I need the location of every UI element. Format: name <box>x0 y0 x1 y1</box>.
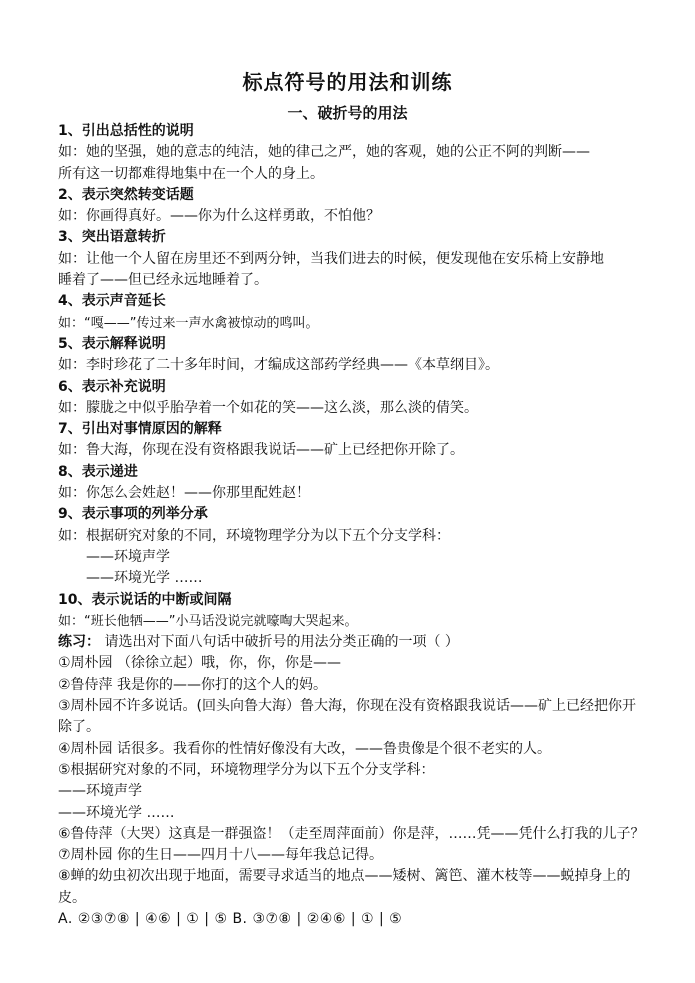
example-line: 如：李时珍花了二十多年时间，才编成这部药学经典——《本草纲目》。 <box>58 357 499 374</box>
section-heading: 9、表示事项的列举分承 <box>58 506 208 523</box>
list-item: ——环境光学 …… <box>86 570 203 587</box>
section-heading: 1、引出总括性的说明 <box>58 123 194 139</box>
exercise-item: ⑦周朴园 你的生日——四月十八——每年我总记得。 <box>58 847 383 864</box>
example-line: 如：鲁大海，你现在没有资格跟我说话——矿上已经把你开除了。 <box>58 442 464 459</box>
exercise-prompt: 请选出对下面八句话中破折号的用法分类正确的一项（ ） <box>104 634 459 651</box>
example-line: 如：“班长他牺——”小马话没说完就嚎啕大哭起来。 <box>58 613 358 629</box>
document-body <box>58 121 648 930</box>
exercise-item: ⑥鲁侍萍（大哭）这真是一群强盗！（走至周萍面前）你是萍，……凭——凭什么打我的儿子？ <box>58 825 645 842</box>
section-heading: 5、表示解释说明 <box>58 335 166 352</box>
exercise-label: 练习： <box>58 634 100 651</box>
exercise-item: ①周朴园 （徐徐立起）哦，你，你，你是—— <box>58 655 341 672</box>
section-heading: 6、表示补充说明 <box>58 378 166 395</box>
example-line: 睡着了——但已经永远地睡着了。 <box>58 272 268 289</box>
example-line: 所有这一切都难得地集中在一个人的身上。 <box>58 165 324 182</box>
example-line: 如：你画得真好。——你为什么这样勇敢，不怕他？ <box>58 208 380 225</box>
exercise-item: 除了。 <box>58 719 100 736</box>
answer-options: A. ②③⑦⑧ | ④⑥ | ① | ⑤ B. ③⑦⑧ | ②④⑥ | ① | ⑤ <box>58 910 403 927</box>
example-line: 如：“嘎——”传过来一声水禽被惊动的鸣叫。 <box>58 315 319 331</box>
exercise-item: ④周朴园 话很多。我看你的性情好像没有大改，——鲁贵像是个很不老实的人。 <box>58 740 551 757</box>
document-title: 标点符号的用法和训练 <box>242 70 453 94</box>
exercise-item: 皮。 <box>58 889 86 906</box>
exercise-item: ③周朴园不许多说话。(回头向鲁大海）鲁大海，你现在没有资格跟我说话——矿上已经把你开 <box>58 698 637 715</box>
example-line: 如：她的坚强，她的意志的纯洁，她的律己之严，她的客观，她的公正不阿的判断—— <box>58 144 590 161</box>
section-heading: 8、表示递进 <box>58 463 138 480</box>
exercise-item: ——环境声学 <box>58 783 142 800</box>
exercise-item: ②鲁侍萍 我是你的——你打的这个人的妈。 <box>58 676 327 693</box>
section-heading: 3、突出语意转折 <box>58 229 166 246</box>
section-heading: 4、表示声音延长 <box>58 293 166 310</box>
example-line: 如：让他一个人留在房里还不到两分钟，当我们进去的时候，便发现他在安乐椅上安静地 <box>58 250 604 267</box>
section-heading: 2、表示突然转变话题 <box>58 186 194 203</box>
exercise-item: ⑧蝉的幼虫初次出现于地面，需要寻求适当的地点——矮树、篱笆、灌木枝等——蜕掉身上的 <box>58 868 631 885</box>
example-line: 如：根据研究对象的不同，环境物理学分为以下五个分支学科： <box>58 527 450 544</box>
exercise-item: ——环境光学 …… <box>58 804 175 821</box>
section-heading: 7、引出对事情原因的解释 <box>58 421 222 438</box>
exercise-question <box>58 632 648 653</box>
example-line: 如：你怎么会姓赵！——你那里配姓赵！ <box>58 485 310 502</box>
list-item: ——环境声学 <box>86 548 170 565</box>
exercise-item: ⑤根据研究对象的不同，环境物理学分为以下五个分支学科： <box>58 761 435 778</box>
example-line: 如：朦胧之中似乎胎孕着一个如花的笑——这么淡，那么淡的倩笑。 <box>58 399 478 416</box>
section-heading: 10、表示说话的中断或间隔 <box>58 591 232 608</box>
section-subtitle: 一、破折号的用法 <box>287 104 408 122</box>
